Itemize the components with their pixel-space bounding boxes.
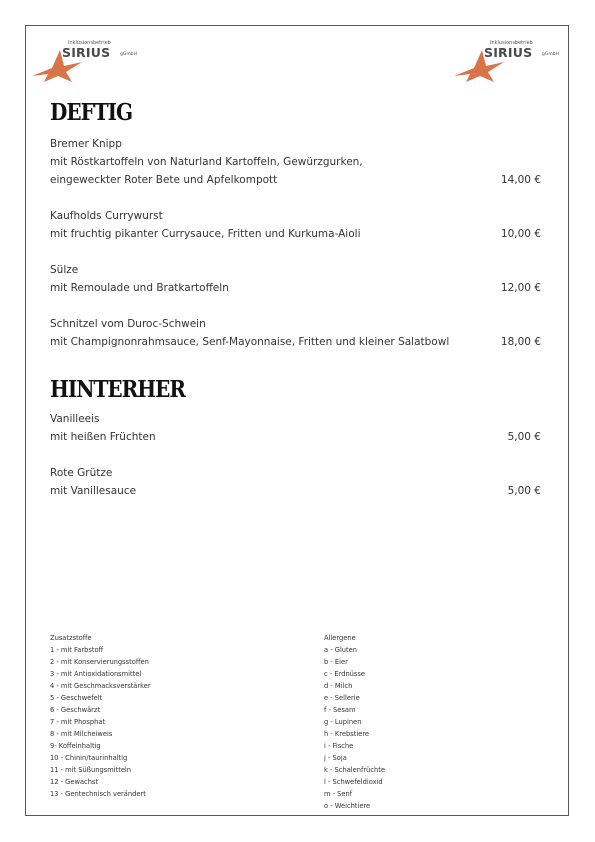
legend-item: d - Milch bbox=[324, 682, 353, 690]
logo-suffix: gGmbH bbox=[542, 52, 559, 57]
legend-item: 7 - mit Phosphat bbox=[50, 718, 106, 726]
item-description: mit heißen Früchten bbox=[50, 431, 156, 443]
item-price: 12,00 € bbox=[500, 282, 541, 294]
item-description: mit fruchtig pikanter Currysauce, Fritten und Kurkuma-Aioli bbox=[50, 228, 361, 240]
legend-item: b - Eier bbox=[324, 658, 348, 666]
legend-item: c - Erdnüsse bbox=[324, 670, 366, 678]
legend-item: h - Krebstiere bbox=[324, 730, 370, 738]
item-price: 5,00 € bbox=[507, 431, 541, 443]
logo-subtitle: Inklusionsbetrieb bbox=[490, 40, 533, 46]
legend-item: 4 - mit Geschmacksverstärker bbox=[50, 682, 151, 690]
section-title-deftig: DEFTIG bbox=[50, 98, 133, 126]
legend-item: 11 - mit Süßungsmitteln bbox=[50, 766, 132, 774]
legend-item: k - Schalenfrüchte bbox=[324, 766, 386, 774]
legend-item: 2 - mit Konservierungsstoffen bbox=[50, 658, 149, 666]
legend-item: a - Gluten bbox=[324, 646, 358, 654]
legend-item: 5 - Geschwefelt bbox=[50, 694, 103, 702]
section-title-hinterher: HINTERHER bbox=[50, 375, 186, 403]
legend-item: 10 - Chinin/taurinhaltig bbox=[50, 754, 128, 762]
item-name: Rote Grütze bbox=[50, 467, 113, 479]
legend-item: l - Schwefeldioxid bbox=[324, 778, 383, 786]
legend-item: m - Senf bbox=[324, 790, 353, 798]
item-description: mit Champignonrahmsauce, Senf-Mayonnaise, Fritten und kleiner Salatbowl bbox=[50, 336, 450, 348]
legend-item: 13 - Gentechnisch verändert bbox=[50, 790, 146, 798]
item-name: Schnitzel vom Duroc-Schwein bbox=[50, 318, 206, 330]
item-name: Vanilleeis bbox=[50, 413, 100, 425]
legend-item: 12 - Gewachst bbox=[50, 778, 99, 786]
legend-title: Zusatzstoffe bbox=[50, 634, 92, 642]
logo-subtitle: Inklusionsbetrieb bbox=[68, 40, 111, 46]
logo-brand: SIRIUS bbox=[484, 45, 533, 60]
menu-item bbox=[50, 207, 541, 243]
item-description: mit Röstkartoffeln von Naturland Kartoffeln, Gewürzgurken, bbox=[50, 156, 363, 168]
legend-item: o - Weichtiere bbox=[324, 802, 371, 810]
legend-item: 8 - mit Milcheiweis bbox=[50, 730, 113, 738]
menu-item bbox=[50, 464, 541, 500]
legend-title: Allergene bbox=[324, 634, 356, 642]
allergene-legend bbox=[324, 632, 385, 812]
item-name: Sülze bbox=[50, 264, 79, 276]
item-description: mit Remoulade und Bratkartoffeln bbox=[50, 282, 229, 294]
item-name: Bremer Knipp bbox=[50, 138, 122, 150]
logo-brand: SIRIUS bbox=[62, 45, 111, 60]
legend-item: e - Sellerie bbox=[324, 694, 360, 702]
item-price: 14,00 € bbox=[500, 174, 541, 186]
legend-item: i - Fische bbox=[324, 742, 354, 750]
item-price: 5,00 € bbox=[507, 485, 541, 497]
legend-item: 6 - Geschwärzt bbox=[50, 706, 101, 714]
legend-item: 3 - mit Antioxidationsmittel bbox=[50, 670, 142, 678]
legend-item: 9- Koffeinhaltig bbox=[50, 742, 101, 750]
legend-item: 1 - mit Farbstoff bbox=[50, 646, 104, 654]
logo-suffix: gGmbH bbox=[120, 52, 137, 57]
legend-item: j - Soja bbox=[324, 754, 347, 762]
item-description: eingeweckter Roter Bete und Apfelkompott bbox=[50, 174, 278, 186]
menu-item bbox=[50, 410, 541, 446]
menu-item bbox=[50, 261, 541, 297]
item-name: Kaufholds Currywurst bbox=[50, 210, 163, 222]
zusatzstoffe-legend bbox=[50, 632, 151, 800]
menu-item bbox=[50, 315, 541, 351]
item-price: 10,00 € bbox=[500, 228, 541, 240]
item-description: mit Vanillesauce bbox=[50, 485, 137, 497]
menu-item bbox=[50, 135, 541, 189]
item-price: 18,00 € bbox=[500, 336, 541, 348]
logo-left bbox=[32, 38, 144, 84]
logo-right bbox=[454, 38, 566, 84]
legend-item: f - Sesam bbox=[324, 706, 356, 714]
legend-item: g - Lupinen bbox=[324, 718, 362, 726]
